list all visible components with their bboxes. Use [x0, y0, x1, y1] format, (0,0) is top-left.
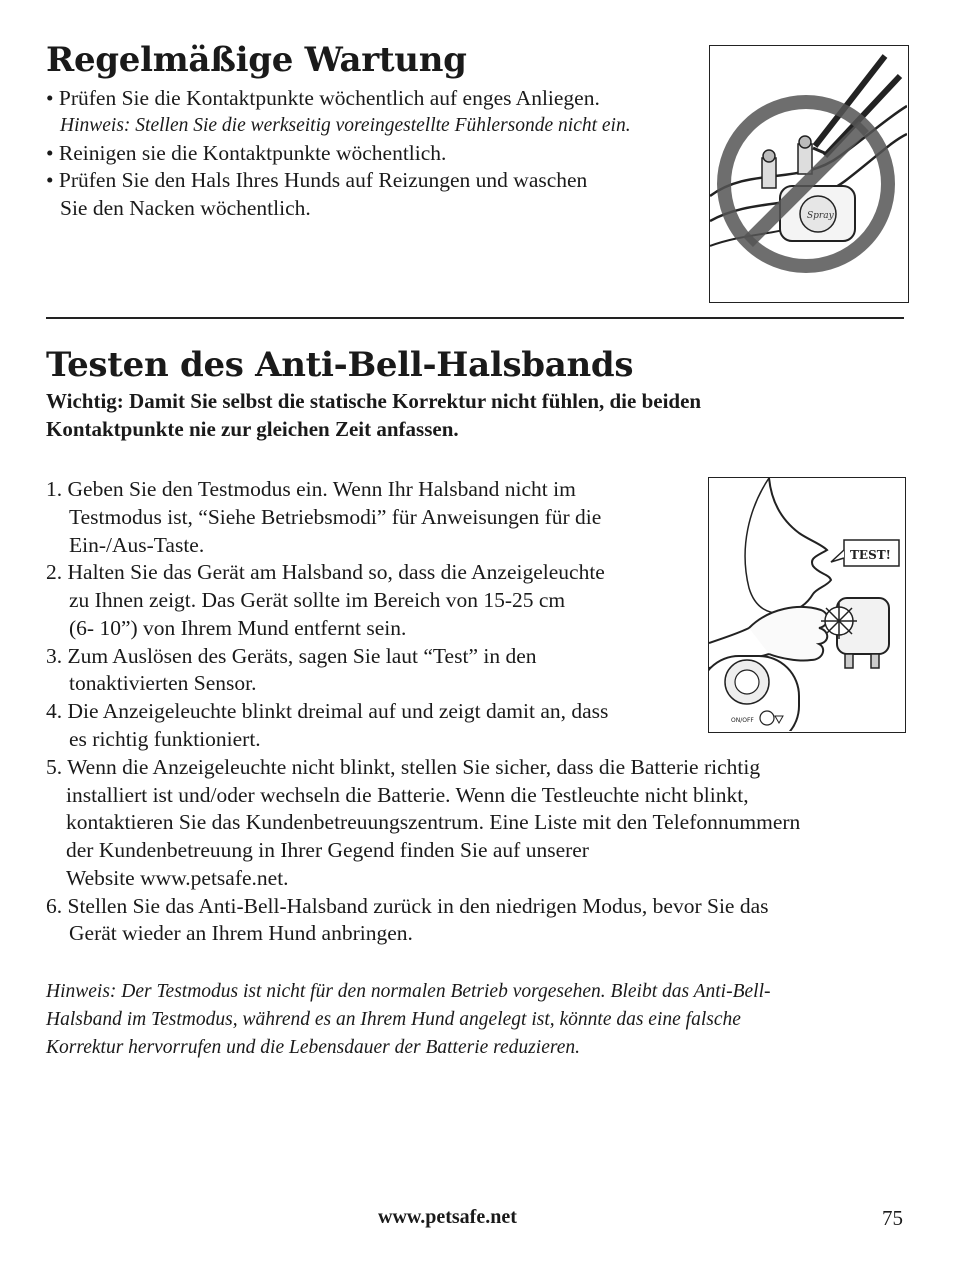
collar-illustration — [710, 46, 907, 301]
step-5-line-1: 5. Wenn die Anzeigeleuchte nicht blinkt, stellen Sie sicher, dass die Batterie richtig — [46, 755, 761, 779]
maintenance-title: Regelmäßige Wartung — [46, 40, 467, 80]
step-6-line-2: Gerät wieder an Ihrem Hund anbringen. — [69, 921, 413, 945]
maintenance-note: Hinweis: Stellen Sie die werkseitig voreingestellte Fühlersonde nicht ein. — [60, 115, 631, 136]
step-2-line-3: (6- 10”) von Ihrem Mund entfernt sein. — [69, 616, 407, 640]
step-2-line-2: zu Ihnen zeigt. Das Gerät sollte im Bereich von 15-25 cm — [69, 588, 566, 612]
step-1-line-3: Ein-/Aus-Taste. — [69, 533, 205, 557]
step-2-line-1: 2. Halten Sie das Gerät am Halsband so, dass die Anzeigeleuchte — [46, 560, 605, 584]
test-note-line-3: Korrektur hervorrufen und die Lebensdauer der Batterie reduzieren. — [46, 1037, 580, 1058]
voice-test-illustration — [709, 478, 904, 731]
maintenance-bullet-2: • Reinigen sie die Kontaktpunkte wöchentlich. — [46, 141, 447, 165]
collar-adjust-prohibited-figure — [709, 45, 909, 303]
voice-test-figure — [708, 477, 906, 733]
step-5-line-3: kontaktieren Sie das Kundenbetreuungszentrum. Eine Liste mit den Telefonnummern — [66, 810, 801, 834]
step-5-line-2: installiert ist und/oder wechseln die Batterie. Wenn die Testleuchte nicht blinkt, — [66, 783, 749, 807]
section-divider — [46, 317, 904, 319]
step-4-line-2: es richtig funktioniert. — [69, 727, 261, 751]
test-note-line-1: Hinweis: Der Testmodus ist nicht für den normalen Betrieb vorgesehen. Bleibt das Anti-Bell- — [46, 981, 771, 1002]
step-1-line-2: Testmodus ist, “Siehe Betriebsmodi” für Anweisungen für die — [69, 505, 602, 529]
maintenance-bullet-1: • Prüfen Sie die Kontaktpunkte wöchentlich auf enges Anliegen. — [46, 86, 600, 110]
test-section-title: Testen des Anti-Bell-Halsbands — [46, 345, 634, 385]
step-5-line-4: der Kundenbetreuung in Ihrer Gegend finden Sie auf unserer — [66, 838, 589, 862]
maintenance-bullet-3: • Prüfen Sie den Hals Ihres Hunds auf Reizungen und waschen — [46, 168, 588, 192]
test-note-line-2: Halsband im Testmodus, während es an Ihrem Hund angelegt ist, könnte das eine falsche — [46, 1009, 741, 1030]
onoff-label: ON/OFF — [731, 717, 754, 724]
important-line-2: Kontaktpunkte nie zur gleichen Zeit anfassen. — [46, 417, 459, 441]
important-line-1: Wichtig: Damit Sie selbst die statische Korrektur nicht fühlen, die beiden — [46, 389, 702, 413]
page-number: 75 — [882, 1206, 903, 1230]
step-3-line-2: tonaktivierten Sensor. — [69, 671, 257, 695]
collar-logo-text: Spray — [807, 211, 834, 221]
speech-label: TEST! — [850, 548, 891, 562]
step-6-line-1: 6. Stellen Sie das Anti-Bell-Halsband zurück in den niedrigen Modus, bevor Sie das — [46, 894, 769, 918]
step-1-line-1: 1. Geben Sie den Testmodus ein. Wenn Ihr Halsband nicht im — [46, 477, 576, 501]
footer-url: www.petsafe.net — [378, 1206, 517, 1228]
step-5-line-5: Website www.petsafe.net. — [66, 866, 289, 890]
step-4-line-1: 4. Die Anzeigeleuchte blinkt dreimal auf und zeigt damit an, dass — [46, 699, 609, 723]
step-3-line-1: 3. Zum Auslösen des Geräts, sagen Sie laut “Test” in den — [46, 644, 537, 668]
maintenance-bullet-3-cont: Sie den Nacken wöchentlich. — [60, 196, 311, 220]
